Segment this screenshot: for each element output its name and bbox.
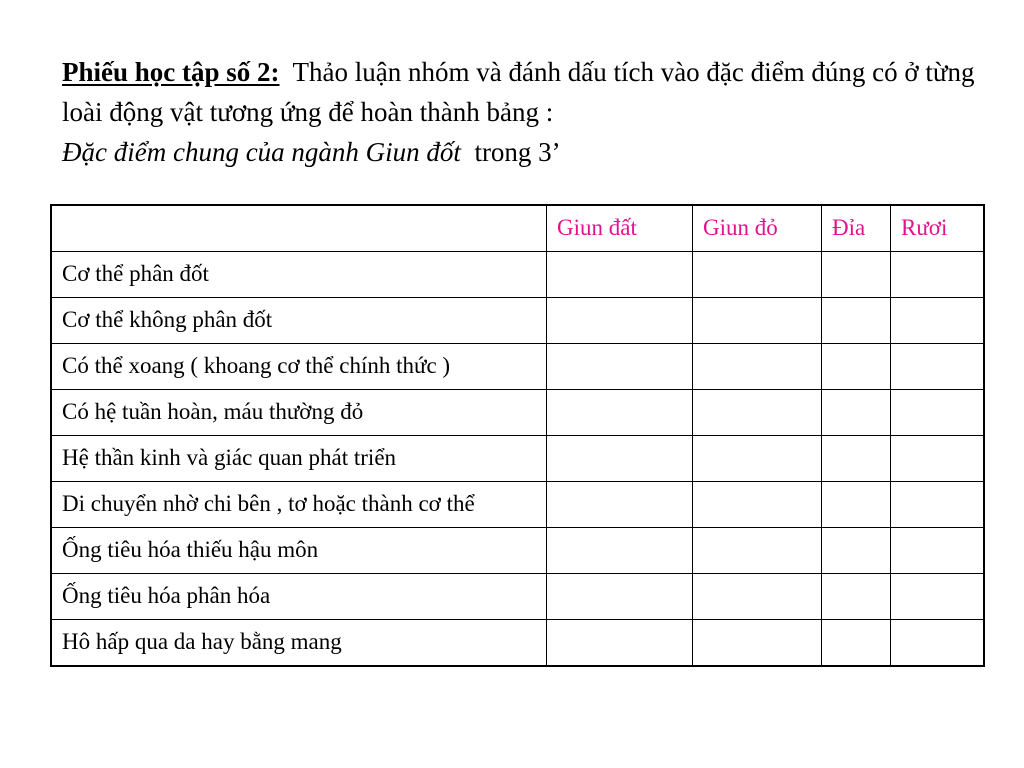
check-cell[interactable]: [693, 298, 822, 344]
check-cell[interactable]: [547, 390, 693, 436]
check-cell[interactable]: [891, 298, 985, 344]
column-header: Giun đất: [547, 205, 693, 252]
worksheet-heading: [62, 52, 1002, 172]
check-cell[interactable]: [547, 482, 693, 528]
check-cell[interactable]: [693, 436, 822, 482]
check-cell[interactable]: [693, 390, 822, 436]
check-cell[interactable]: [891, 620, 985, 667]
feature-label: Di chuyển nhờ chi bên , tơ hoặc thành cơ thể: [51, 482, 547, 528]
worksheet-label: Phiếu học tập số 2:: [62, 57, 280, 87]
check-cell[interactable]: [693, 528, 822, 574]
check-cell[interactable]: [547, 252, 693, 298]
check-cell[interactable]: [822, 574, 891, 620]
table-row: [51, 298, 984, 344]
check-cell[interactable]: [822, 436, 891, 482]
check-cell[interactable]: [891, 528, 985, 574]
table-row: [51, 574, 984, 620]
check-cell[interactable]: [822, 252, 891, 298]
corner-cell: [51, 205, 547, 252]
check-cell[interactable]: [891, 574, 985, 620]
feature-label: Ống tiêu hóa phân hóa: [51, 574, 547, 620]
column-header: Đỉa: [822, 205, 891, 252]
feature-label: Có thể xoang ( khoang cơ thể chính thức ): [51, 344, 547, 390]
check-cell[interactable]: [547, 574, 693, 620]
check-cell[interactable]: [693, 574, 822, 620]
feature-label: Ống tiêu hóa thiếu hậu môn: [51, 528, 547, 574]
table-row: [51, 436, 984, 482]
check-cell[interactable]: [891, 252, 985, 298]
check-cell[interactable]: [822, 620, 891, 667]
check-cell[interactable]: [547, 436, 693, 482]
column-header: Giun đỏ: [693, 205, 822, 252]
table-title: Đặc điểm chung của ngành Giun đốt: [62, 137, 461, 167]
check-cell[interactable]: [547, 344, 693, 390]
table-row: [51, 344, 984, 390]
check-cell[interactable]: [891, 344, 985, 390]
worksheet-instruction: Thảo luận nhóm và đánh dấu tích vào đặc điểm đúng có ở từng loài động vật tương ứng để hoàn thành bảng :: [62, 57, 975, 127]
table-header-row: [51, 205, 984, 252]
feature-label: Hô hấp qua da hay bằng mang: [51, 620, 547, 667]
characteristics-table: [50, 204, 985, 667]
check-cell[interactable]: [891, 436, 985, 482]
table-row: [51, 620, 984, 667]
check-cell[interactable]: [547, 620, 693, 667]
check-cell[interactable]: [547, 528, 693, 574]
check-cell[interactable]: [693, 344, 822, 390]
table-row: [51, 482, 984, 528]
check-cell[interactable]: [822, 344, 891, 390]
check-cell[interactable]: [693, 252, 822, 298]
feature-label: Hệ thần kinh và giác quan phát triển: [51, 436, 547, 482]
check-cell[interactable]: [822, 482, 891, 528]
check-cell[interactable]: [693, 620, 822, 667]
check-cell[interactable]: [891, 482, 985, 528]
table-row: [51, 252, 984, 298]
check-cell[interactable]: [547, 298, 693, 344]
time-note: trong 3’: [474, 137, 561, 167]
table-row: [51, 390, 984, 436]
check-cell[interactable]: [822, 390, 891, 436]
feature-label: Có hệ tuần hoàn, máu thường đỏ: [51, 390, 547, 436]
column-header: Rươi: [891, 205, 985, 252]
check-cell[interactable]: [822, 528, 891, 574]
feature-label: Cơ thể phân đốt: [51, 252, 547, 298]
check-cell[interactable]: [693, 482, 822, 528]
feature-label: Cơ thể không phân đốt: [51, 298, 547, 344]
check-cell[interactable]: [891, 390, 985, 436]
check-cell[interactable]: [822, 298, 891, 344]
table-row: [51, 528, 984, 574]
